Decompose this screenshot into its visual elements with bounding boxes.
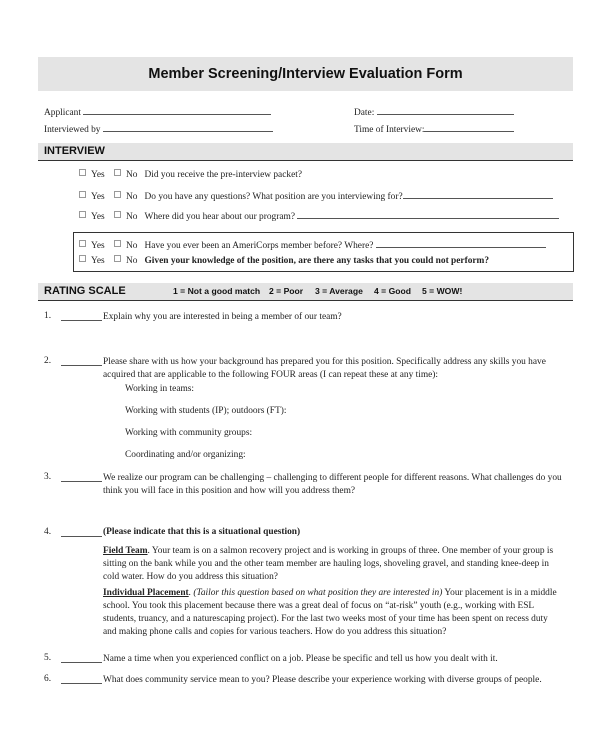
interview-question-row[interactable] xyxy=(79,169,302,180)
interview-question-row[interactable] xyxy=(79,239,546,251)
question-text: (Please indicate that this is a situational question) xyxy=(103,527,301,537)
applicant-label: Applicant xyxy=(44,108,81,118)
question-text: Have you ever been an AmeriCorps member before? Where? xyxy=(144,241,374,251)
scale-item: 2 = Poor xyxy=(269,286,304,296)
area-item: Working with community groups: xyxy=(125,428,253,438)
date-field[interactable] xyxy=(354,106,514,118)
yes-label: Yes xyxy=(91,170,105,180)
time-label: Time of Interview: xyxy=(354,125,425,135)
yes-checkbox[interactable] xyxy=(79,255,86,262)
scenario-title: Individual Placement xyxy=(103,588,189,598)
scenario-text: . Your team is on a salmon recovery project and is working in groups of three. One member of your group is sitting on the bank while you and the other team member are hauling logs, shoveling gravel, and standing knee-deep in cold water. How do you address this situation? xyxy=(103,546,554,582)
yes-label: Yes xyxy=(91,192,105,202)
scale-item: 5 = WOW! xyxy=(422,286,463,296)
area-item: Coordinating and/or organizing: xyxy=(125,450,246,460)
question-text: What does community service mean to you? Please describe your experience working with diverse groups of people. xyxy=(103,675,542,685)
no-label: No xyxy=(126,212,138,222)
yes-checkbox[interactable] xyxy=(79,169,86,176)
question-number: 3. xyxy=(44,472,52,482)
yes-checkbox[interactable] xyxy=(79,191,86,198)
rating-blank[interactable] xyxy=(61,473,102,482)
interviewed-by-label: Interviewed by xyxy=(44,125,101,135)
scale-item: 1 = Not a good match xyxy=(173,286,261,296)
interview-question-row[interactable] xyxy=(79,255,489,266)
question-text: Name a time when you experienced conflict on a job. Please be specific and tell us how you dealt with it. xyxy=(103,654,498,664)
scenario-note: . (Tailor this question based on what position they are interested in) xyxy=(188,588,443,598)
rating-heading: RATING SCALE xyxy=(44,285,126,297)
no-label: No xyxy=(126,192,138,202)
interview-question-row[interactable] xyxy=(79,210,559,222)
scenario-title: Field Team xyxy=(103,546,148,556)
question-text: Did you receive the pre-interview packet? xyxy=(144,170,302,180)
rating-blank[interactable] xyxy=(61,312,102,321)
rating-blank[interactable] xyxy=(61,654,102,663)
no-checkbox[interactable] xyxy=(114,211,121,218)
question-number: 5. xyxy=(44,653,52,663)
no-label: No xyxy=(126,241,138,251)
question-number: 1. xyxy=(44,311,52,321)
yes-checkbox[interactable] xyxy=(79,211,86,218)
interview-section-header xyxy=(38,143,573,161)
question-text: Please share with us how your background has prepared you for this position. Specifically address any skills you have acquired that are applicable to the following FOUR areas (I can repeat these at any time): xyxy=(103,357,546,380)
question-text: Where did you hear about our program? xyxy=(144,212,295,222)
rating-scale-header xyxy=(38,283,573,301)
applicant-field[interactable] xyxy=(44,106,271,118)
yes-label: Yes xyxy=(91,212,105,222)
scale-item: 3 = Average xyxy=(315,286,363,296)
time-field[interactable] xyxy=(354,123,514,135)
scale-item: 4 = Good xyxy=(374,286,412,296)
question-text: Do you have any questions? What position are you interviewing for? xyxy=(144,192,403,202)
interview-heading: INTERVIEW xyxy=(44,145,105,157)
question-number: 4. xyxy=(44,527,52,537)
area-item: Working with students (IP); outdoors (FT): xyxy=(125,406,287,416)
rating-blank[interactable] xyxy=(61,528,102,537)
no-label: No xyxy=(126,170,138,180)
no-checkbox[interactable] xyxy=(114,255,121,262)
question-text: Given your knowledge of the position, are there any tasks that you could not perform? xyxy=(144,256,490,266)
yes-label: Yes xyxy=(91,256,105,266)
interview-question-row[interactable] xyxy=(79,190,553,202)
form-title: Member Screening/Interview Evaluation Form xyxy=(38,57,573,91)
no-checkbox[interactable] xyxy=(114,240,121,247)
field-team-scenario xyxy=(103,545,563,584)
yes-checkbox[interactable] xyxy=(79,240,86,247)
question-text: Explain why you are interested in being a member of our team? xyxy=(103,312,342,322)
no-checkbox[interactable] xyxy=(114,169,121,176)
date-label: Date: xyxy=(354,108,375,118)
interviewed-by-field[interactable] xyxy=(44,123,273,135)
no-label: No xyxy=(126,256,138,266)
yes-label: Yes xyxy=(91,241,105,251)
question-number: 6. xyxy=(44,674,52,684)
boxed-questions xyxy=(73,232,574,272)
area-item: Working in teams: xyxy=(125,384,195,394)
scenario-text: Your placement is in a middle school. You took this placement because there was a great deal of focus on “at-risk” youth (e.g., working with ESL students, truancy, and a naturescaping project). For the last two weeks most of your time has been spent on recess duty and making phone calls and copies for various teachers. How do you address this situation? xyxy=(103,588,557,637)
no-checkbox[interactable] xyxy=(114,191,121,198)
rating-blank[interactable] xyxy=(61,675,102,684)
individual-placement-scenario xyxy=(103,587,563,639)
question-text: We realize our program can be challenging – challenging to different people for different reasons. What challenges do you think you will face in this position and how will you address them? xyxy=(103,473,562,496)
rating-blank[interactable] xyxy=(61,357,102,366)
question-number: 2. xyxy=(44,356,52,366)
